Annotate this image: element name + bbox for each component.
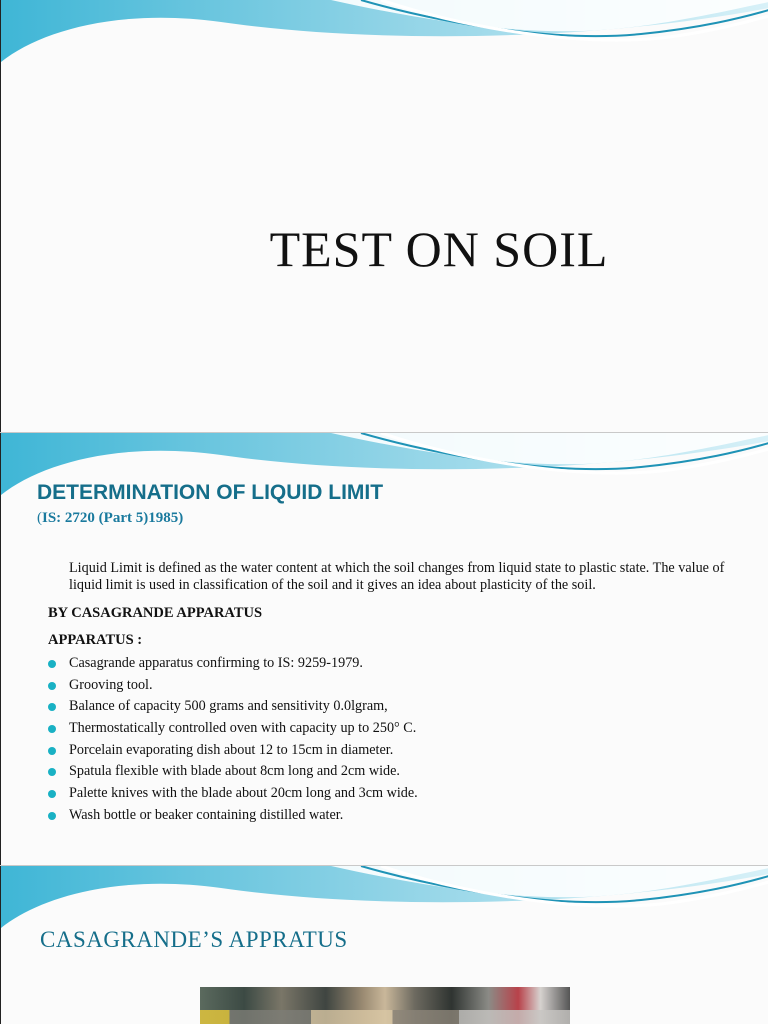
list-item-text: Casagrande apparatus confirming to IS: 9259-1979. [69,655,363,671]
list-item [48,805,418,827]
list-item [48,653,418,675]
slide-title-text: TEST ON SOIL [269,221,609,277]
standard-text: IS: 2720 (Part 5)1985) [42,510,184,526]
list-item [48,675,418,697]
apparatus-photo [200,987,570,1024]
list-item-text: Porcelain evaporating dish about 12 to 15cm in diameter. [69,741,394,758]
bullet-icon [48,660,56,668]
list-item-text: Spatula flexible with blade about 8cm long and 2cm wide. [69,763,400,780]
bullet-icon [48,812,56,820]
list-item [48,718,418,740]
slide-casagrande [0,866,768,1024]
bullet-icon [48,703,56,711]
slide-title [0,0,768,432]
decorative-wave [1,0,768,70]
slide-liquid-limit [0,433,768,865]
list-item [48,696,418,718]
decorative-wave [1,866,768,936]
apparatus-list [48,653,418,827]
section-heading: DETERMINATION OF LIQUID LIMIT [37,481,384,504]
bullet-icon [48,682,56,690]
list-item-text: Wash bottle or beaker containing distilled water. [69,806,344,823]
method-heading: BY CASAGRANDE APPARATUS [48,605,263,621]
bullet-icon [48,768,56,776]
list-item-text: Palette knives with the blade about 20cm long and 3cm wide. [69,785,418,802]
definition-paragraph: Liquid Limit is defined as the water content at which the soil changes from liquid state to plastic state. The value of liquid limit is used in classification of the soil and it gives an idea about plasticity of the soil. [69,560,725,593]
list-item-text: Balance of capacity 500 grams and sensitivity 0.0lgram, [69,698,388,715]
apparatus-heading: APPARATUS : [48,632,143,648]
list-item-text: Grooving tool. [69,676,153,693]
bullet-icon [48,790,56,798]
section-heading: CASAGRANDE’S APPRATUS [40,927,348,952]
list-item [48,761,418,783]
standard-open-paren: ( [37,510,42,526]
bullet-icon [48,725,56,733]
list-item [48,740,418,762]
standard-reference [37,510,183,527]
list-item [48,783,418,805]
list-item-text: Thermostatically controlled oven with capacity up to 250° C. [69,720,417,737]
bullet-icon [48,747,56,755]
